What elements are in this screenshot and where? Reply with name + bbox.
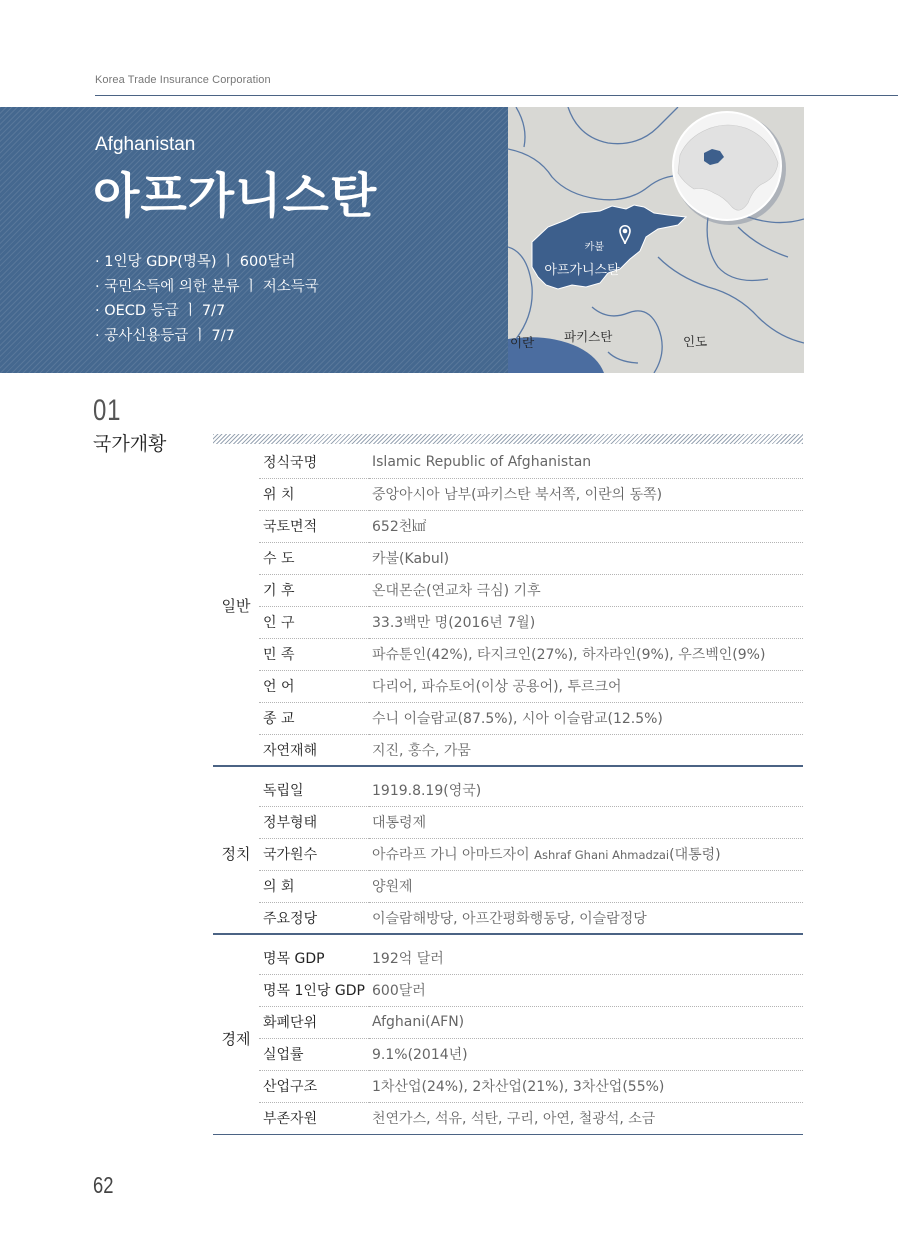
row-value: 카불(Kabul) <box>369 542 803 574</box>
table-row <box>213 806 803 838</box>
row-value: 수니 이슬람교(87.5%), 시아 이슬람교(12.5%) <box>369 702 803 734</box>
row-value: 192억 달러 <box>369 942 803 974</box>
row-value: 지진, 홍수, 가뭄 <box>372 742 471 759</box>
table-row <box>213 942 803 974</box>
row-label: 의 회 <box>259 870 369 902</box>
section-title: 국가개황 <box>93 433 167 455</box>
country-name-english: Afghanistan <box>95 134 196 155</box>
table-row <box>213 838 803 870</box>
table-row <box>213 734 803 766</box>
country-banner <box>0 107 508 373</box>
table-row <box>213 542 803 574</box>
row-value: Islamic Republic of Afghanistan <box>369 446 803 478</box>
row-value: 대통령제 <box>369 806 803 838</box>
row-label: 국토면적 <box>259 510 369 542</box>
header-rule <box>95 95 898 96</box>
row-label: 산업구조 <box>259 1070 369 1102</box>
table-row <box>213 1102 803 1134</box>
table-row <box>213 510 803 542</box>
row-label: 자연재해 <box>263 742 318 759</box>
table-row <box>213 1070 803 1102</box>
row-value: 다리어, 파슈토어(이상 공용어), 투르크어 <box>369 670 803 702</box>
table-row <box>213 670 803 702</box>
row-label: 주요정당 <box>263 910 318 927</box>
row-value: 중앙아시아 남부(파키스탄 북서쪽, 이란의 동쪽) <box>369 478 803 510</box>
fact-ksure-grade: · 공사신용등급 ㅣ 7/7 <box>95 327 235 344</box>
row-label: 실업률 <box>259 1038 369 1070</box>
row-value: 양원제 <box>369 870 803 902</box>
row-label: 정식국명 <box>259 446 369 478</box>
section-hatched-rule <box>213 434 803 444</box>
table-row <box>213 606 803 638</box>
row-label: 정부형태 <box>259 806 369 838</box>
fact-income-class: · 국민소득에 의한 분류 ㅣ 저소득국 <box>95 278 319 295</box>
table-row <box>213 974 803 1006</box>
row-value: 파슈툰인(42%), 타지크인(27%), 하자라인(9%), 우즈벡인(9%) <box>369 638 803 670</box>
row-value: 600달러 <box>369 974 803 1006</box>
table-bottom-rule <box>213 1134 803 1135</box>
row-value <box>369 838 803 870</box>
group-divider <box>213 934 803 942</box>
fact-oecd-grade: · OECD 등급 ㅣ 7/7 <box>95 303 226 319</box>
row-label: 인 구 <box>259 606 369 638</box>
row-value: 1차산업(24%), 2차산업(21%), 3차산업(55%) <box>369 1070 803 1102</box>
india-label: 인도 <box>683 334 708 349</box>
country-overview-table <box>213 446 803 1134</box>
row-label: 언 어 <box>259 670 369 702</box>
row-value: 1919.8.19(영국) <box>369 774 803 806</box>
pakistan-label: 파키스탄 <box>564 329 613 344</box>
country-name-korean: 아프가니스탄 <box>93 168 378 224</box>
row-label: 명목 GDP <box>259 942 369 974</box>
row-label: 부존자원 <box>263 1111 318 1128</box>
table-row <box>213 902 803 934</box>
table-row <box>213 774 803 806</box>
table-row <box>213 1038 803 1070</box>
globe-inset <box>673 112 786 225</box>
table-row <box>213 478 803 510</box>
running-head: Korea Trade Insurance Corporation <box>95 74 271 86</box>
category-general: 일반 <box>221 597 251 615</box>
group-divider <box>213 766 803 774</box>
row-value: 온대몬순(연교차 극심) 기후 <box>369 574 803 606</box>
row-label: 종 교 <box>259 702 369 734</box>
row-label: 위 치 <box>259 478 369 510</box>
table-row <box>213 574 803 606</box>
key-facts-list <box>95 250 319 348</box>
row-label: 독립일 <box>259 774 369 806</box>
row-value: Afghani(AFN) <box>369 1006 803 1038</box>
iran-label: 이란 <box>510 335 535 350</box>
category-economy: 경제 <box>221 1029 251 1048</box>
row-label: 국가원수 <box>259 838 369 870</box>
table-row <box>213 702 803 734</box>
row-value: 652천㎢ <box>369 510 803 542</box>
table-row <box>213 638 803 670</box>
fact-gdp-per-capita: · 1인당 GDP(명목) ㅣ 600달러 <box>95 254 296 270</box>
country-map-label: 아프가니스탄 <box>544 263 620 278</box>
table-row <box>213 446 803 478</box>
row-label: 명목 1인당 GDP <box>259 974 369 1006</box>
head-of-state-title: (대통령) <box>669 847 721 863</box>
row-label: 수 도 <box>259 542 369 574</box>
category-politics: 정치 <box>221 845 251 863</box>
row-value: 9.1%(2014년) <box>369 1038 803 1070</box>
head-of-state-english: Ashraf Ghani Ahmadzai <box>534 848 670 862</box>
row-label: 민 족 <box>259 638 369 670</box>
table-row <box>213 1006 803 1038</box>
head-of-state-korean: 아슈라프 가니 아마드자이 <box>372 847 530 863</box>
row-value: 이슬람해방당, 아프간평화행동당, 이슬람정당 <box>372 910 647 927</box>
section-number: 01 <box>93 394 122 427</box>
row-label: 화폐단위 <box>259 1006 369 1038</box>
map-svg <box>508 107 804 373</box>
table-row <box>213 870 803 902</box>
row-value: 33.3백만 명(2016년 7월) <box>369 606 803 638</box>
capital-label: 카불 <box>584 242 604 253</box>
page-number: 62 <box>93 1172 114 1198</box>
row-value: 천연가스, 석유, 석탄, 구리, 아연, 철광석, 소금 <box>372 1111 656 1128</box>
location-map <box>508 107 804 373</box>
row-label: 기 후 <box>259 574 369 606</box>
